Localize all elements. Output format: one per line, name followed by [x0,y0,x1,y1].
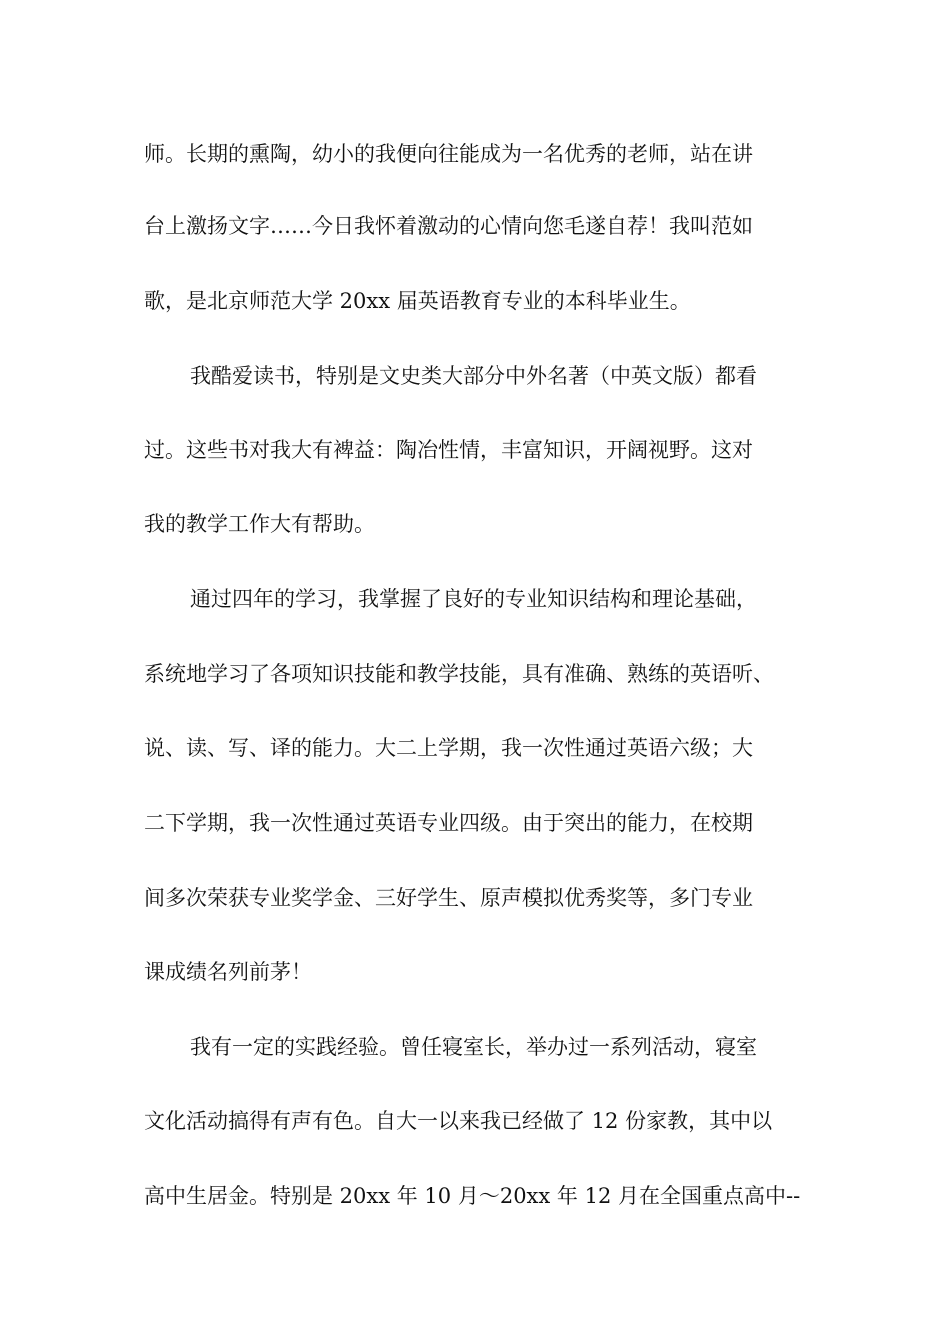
paragraph-line: 课成绩名列前茅！ [144,960,312,984]
paragraph-line: 高中生居金。特别是 20xx 年 10 月～20xx 年 12 月在全国重点高中-- [144,1184,801,1208]
paragraph-line: 通过四年的学习，我掌握了良好的专业知识结构和理论基础， [190,587,757,611]
paragraph-line: 我酷爱读书，特别是文史类大部分中外名著（中英文版）都看 [190,364,757,388]
paragraph-line: 过。这些书对我大有裨益：陶冶性情，丰富知识，开阔视野。这对 [144,438,753,462]
paragraph-line: 台上激扬文字……今日我怀着激动的心情向您毛遂自荐！我叫范如 [144,214,753,238]
paragraph-line: 间多次荣获专业奖学金、三好学生、原声模拟优秀奖等，多门专业 [144,886,753,910]
paragraph-line: 我有一定的实践经验。曾任寝室长，举办过一系列活动，寝室 [190,1035,757,1059]
paragraph-line: 二下学期，我一次性通过英语专业四级。由于突出的能力，在校期 [144,811,753,835]
paragraph-line: 歌，是北京师范大学 20xx 届英语教育专业的本科毕业生。 [144,289,691,313]
paragraph-line: 文化活动搞得有声有色。自大一以来我已经做了 12 份家教，其中以 [144,1109,773,1133]
paragraph-line: 我的教学工作大有帮助。 [144,512,375,536]
paragraph-line: 说、读、写、译的能力。大二上学期，我一次性通过英语六级；大 [144,736,753,760]
paragraph-line: 系统地学习了各项知识技能和教学技能，具有准确、熟练的英语听、 [144,662,774,686]
paragraph-line: 师。长期的熏陶，幼小的我便向往能成为一名优秀的老师，站在讲 [144,142,753,166]
